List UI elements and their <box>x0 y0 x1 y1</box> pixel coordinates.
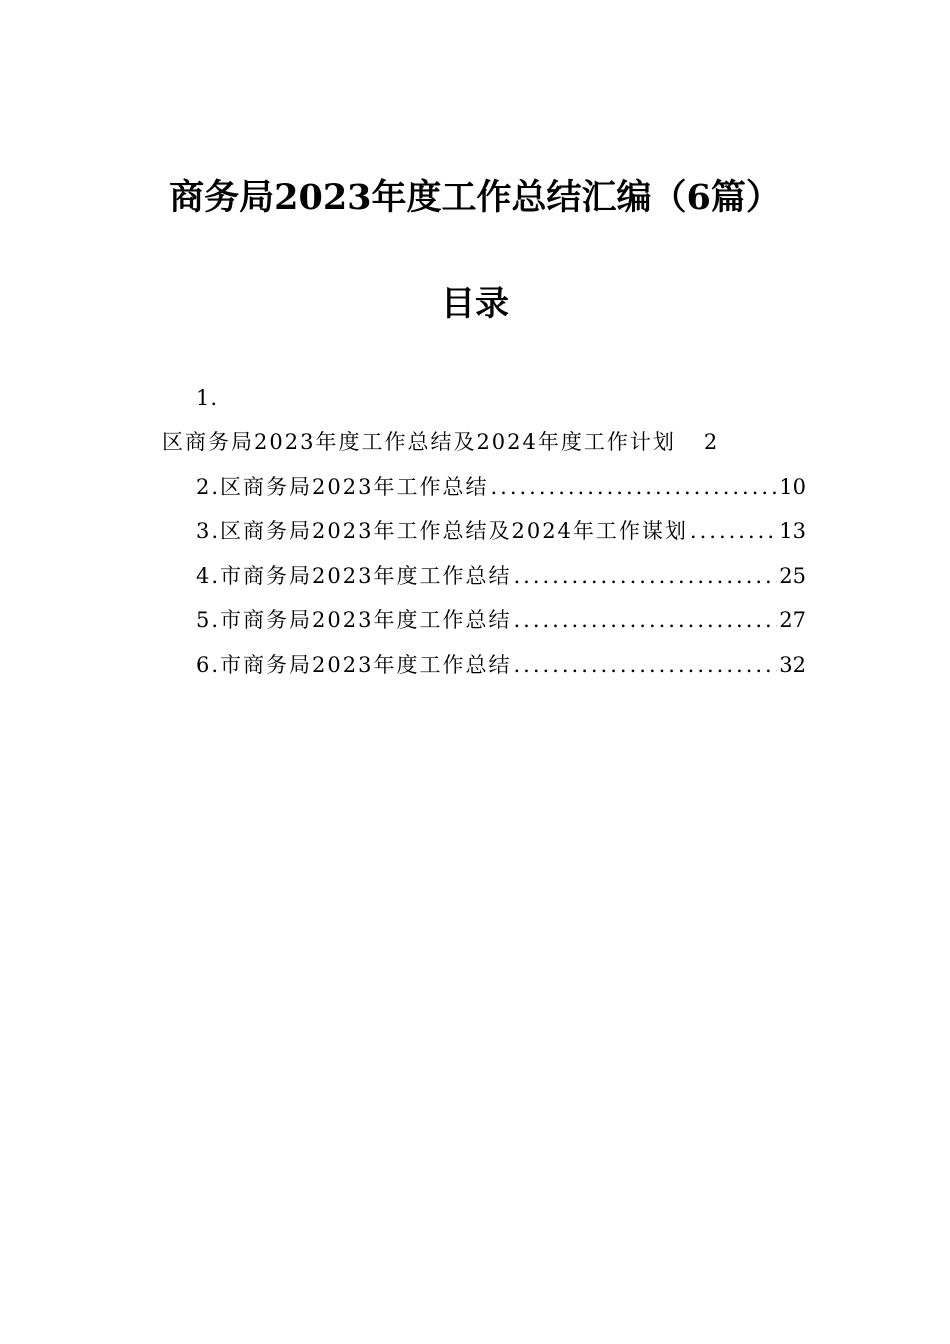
toc-entry-3[interactable] <box>196 515 806 547</box>
toc-dot-leader <box>490 471 777 503</box>
toc-entry-text: 2.区商务局2023年工作总结 <box>196 475 489 499</box>
toc-entry-page: 27 <box>779 608 806 632</box>
toc-entry-6[interactable] <box>196 649 806 681</box>
toc-entry-page: 13 <box>779 519 806 543</box>
toc-entry-text: 6.市商务局2023年度工作总结 <box>196 653 512 677</box>
toc-entry-1[interactable] <box>162 426 719 458</box>
toc-dot-leader <box>513 604 777 636</box>
toc-entry-4[interactable] <box>196 560 806 592</box>
toc-entry-page: 25 <box>779 564 806 588</box>
toc-heading: 目录 <box>441 284 509 324</box>
toc-entry-page: 10 <box>779 475 806 499</box>
toc-entry-text: 4.市商务局2023年度工作总结 <box>196 564 512 588</box>
toc-entry-1-page: 2 <box>703 430 720 454</box>
toc-entry-text: 5.市商务局2023年度工作总结 <box>196 608 512 632</box>
toc-dot-leader <box>690 515 777 547</box>
toc-entry-text: 3.区商务局2023年工作总结及2024年工作谋划 <box>196 519 688 543</box>
toc-entry-2[interactable] <box>196 471 806 503</box>
toc-dot-leader <box>513 649 777 681</box>
toc-entry-1-text: 区商务局2023年度工作总结及2024年度工作计划 <box>162 430 676 454</box>
document-title: 商务局2023年度工作总结汇编（6篇） <box>169 177 781 218</box>
toc-entry-page: 32 <box>779 653 806 677</box>
toc-entry-5[interactable] <box>196 604 806 636</box>
toc-entry-1-number[interactable]: 1. <box>196 386 219 410</box>
toc-dot-leader <box>513 560 777 592</box>
